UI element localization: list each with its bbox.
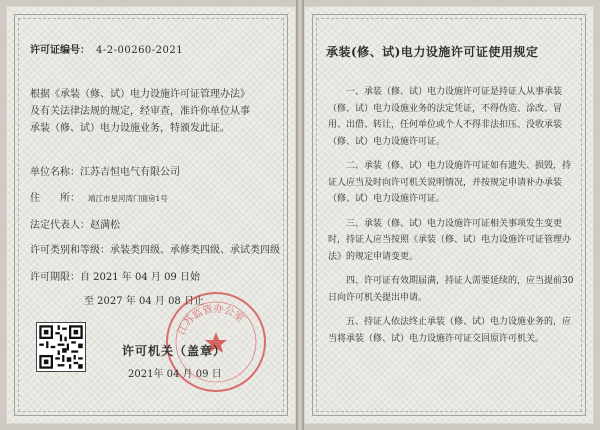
legal-rep-label: 法定代表人： (30, 220, 90, 231)
intro-line: 根据《承装（修、试）电力设施许可证管理办法》 (30, 89, 250, 100)
qr-code-icon (36, 322, 86, 372)
rule-item: 一、承装（修、试）电力设施许可证是持证人从事承装（修、试）电力设施业务的法定凭证，不得伪造、涂改、冒用、出借、转让，任何单位或个人不得非法扣压、没收承装（修、试）电力设施许可证。 (328, 87, 563, 147)
unit-name-label: 单位名称： (30, 167, 80, 178)
rule-item: 二、承装（修、试）电力设施许可证如有遗失、损毁，持证人应当及时向许可机关说明情况，并按规定申请补办承装（修、试）电力设施许可证。 (328, 161, 572, 204)
unit-name-value: 江苏吉恒电气有限公司 (80, 167, 180, 178)
issue-date: 2021年 04 月 09 日 (128, 369, 222, 380)
legal-rep-field (30, 216, 120, 231)
intro-paragraph (30, 86, 280, 137)
seal-text: 江苏监管办公室 (176, 303, 246, 337)
book-spine (296, 0, 304, 430)
category-field (30, 241, 280, 256)
permit-number: 4-2-00260-2021 (96, 45, 184, 56)
rules-title: 承装(修、试)电力设施许可证使用规定 (326, 45, 539, 59)
intro-line: 承装（修、试）电力设施业务，特颁发此证。 (30, 123, 230, 134)
rules-body (328, 84, 578, 355)
validity-to: 至 2027 年 04 月 08 日止 (84, 296, 204, 307)
address-field (30, 189, 168, 204)
legal-rep-value: 赵满松 (90, 220, 120, 231)
issuing-authority: 许可机关（盖章） (122, 344, 227, 358)
intro-line: 及有关法律法规的规定，经审查，准许你单位从事 (30, 106, 250, 117)
rule-item: 五、持证人依法终止承装（修、试）电力设施业务的，应当将承装（修、试）电力设施许可证交回原许可机关。 (328, 317, 572, 344)
rule-item: 四、许可证有效期届满，持证人需要延续的，应当提前30日向许可机关提出申请。 (328, 276, 574, 303)
permit-number-line (30, 44, 183, 57)
category-value: 承装类四级、承修类四级、承试类四级 (110, 245, 280, 256)
category-label: 许可类别和等级： (30, 245, 110, 256)
permit-number-label: 许可证编号： (30, 45, 90, 56)
address-label: 住 所： (30, 193, 80, 204)
unit-name-field (30, 163, 180, 178)
validity-from: 自 2021 年 04 月 09 日始 (80, 272, 200, 283)
address-value: 靖江市星河湾门面房1号 (88, 194, 168, 203)
validity-field (30, 268, 200, 283)
validity-label: 许可期限： (30, 272, 80, 283)
rule-item: 三、承装（修、试）电力设施许可证相关事项发生变更时，持证人应当按照《承装（修、试）电力设施许可证管理办法》的规定申请变更。 (328, 218, 572, 262)
